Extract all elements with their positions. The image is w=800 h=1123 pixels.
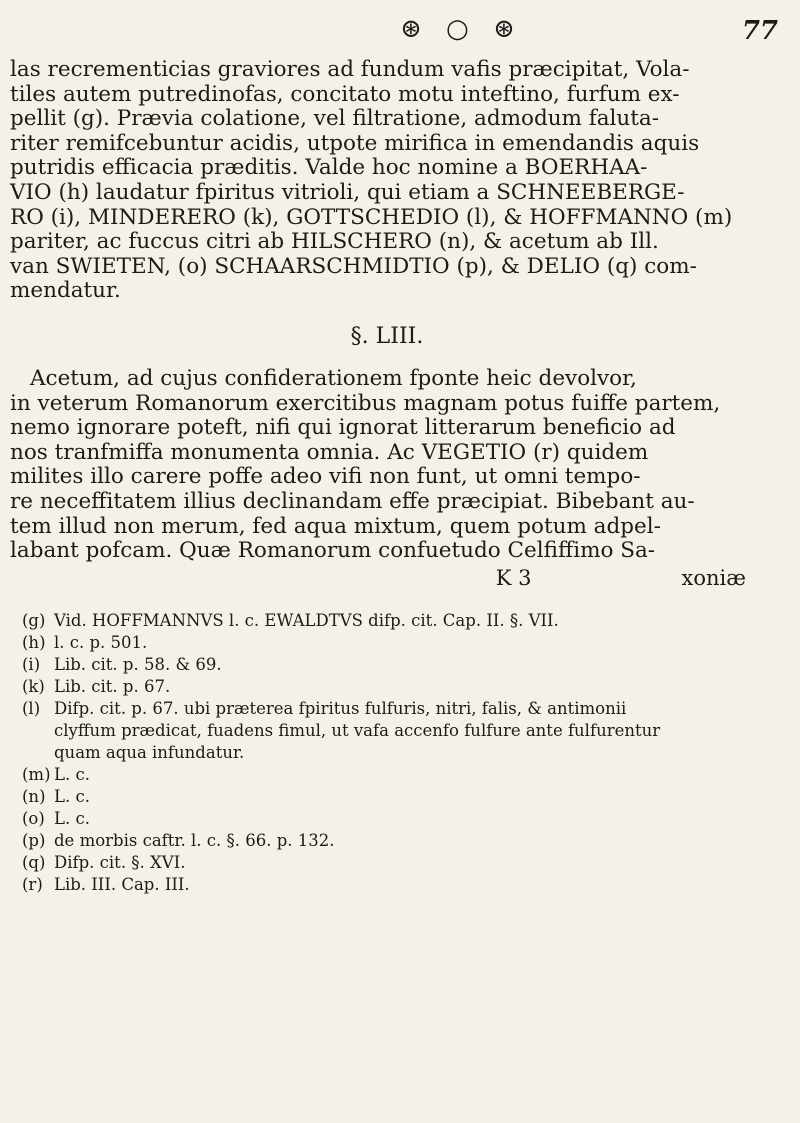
footnote-text: l. c. p. 501.: [54, 632, 148, 652]
text-line: tiles autem putredinofas, concitato motu inteftino, furfum ex-: [10, 81, 680, 107]
footnote-text: de morbis caftr. l. c. §. 66. p. 132.: [54, 830, 335, 850]
footnote: [22, 808, 764, 830]
footnote: [22, 654, 764, 676]
text-line: mendatur.: [10, 278, 121, 304]
header-ornament: ⊛ ○ ⊛: [400, 14, 523, 44]
text-line: pellit (g). Prævia colatione, vel filtratione, admodum faluta-: [10, 106, 659, 132]
text-line: RO (i), MINDERERO (k), GOTTSCHEDIO (l), & HOFFMANNO (m): [10, 204, 733, 230]
text-line: nos tranfmiffa monumenta omnia. Ac VEGETIO (r) quidem: [10, 439, 649, 465]
footnote-text: L. c.: [54, 764, 90, 784]
footnotes: [22, 610, 764, 896]
footnote-mark: (p): [22, 830, 46, 850]
footnote-mark: (h): [22, 632, 46, 652]
footnote: [22, 676, 764, 698]
footnote-mark: (l): [22, 698, 41, 718]
running-head: [232, 14, 778, 58]
footnote-mark: (m): [22, 764, 51, 784]
text-line: Acetum, ad cujus confiderationem fponte heic devolvor,: [30, 365, 637, 391]
footnote: [22, 874, 764, 896]
footnote-mark: (g): [22, 610, 46, 630]
footnote-mark: (n): [22, 786, 46, 806]
page-foot-marks: [10, 566, 764, 590]
text-line: las recrementicias graviores ad fundum vafis præcipitat, Vola-: [10, 57, 690, 82]
footnote: [22, 698, 764, 720]
text-line: tem illud non merum, fed aqua mixtum, quem potum adpel-: [10, 513, 661, 539]
footnote: [22, 610, 764, 632]
footnote: [22, 742, 764, 764]
footnote-mark: (k): [22, 676, 45, 696]
footnote-mark: [22, 720, 54, 742]
footnote-text: Difp. cit. §. XVI.: [54, 852, 186, 872]
section-heading: §. LIII.: [350, 323, 424, 349]
footnote-text: Vid. HOFFMANNVS l. c. EWALDTVS difp. cit. Cap. II. §. VII.: [54, 610, 559, 630]
footnote-mark: [22, 742, 54, 764]
text-line: van SWIETEN, (o) SCHAARSCHMIDTIO (p), & DELIO (q) com-: [10, 253, 697, 279]
footnote: [22, 720, 764, 742]
footnote-text: Difp. cit. p. 67. ubi præterea fpiritus fulfuris, nitri, falis, & antimonii: [54, 698, 627, 718]
footnote-mark: (r): [22, 874, 43, 894]
footnote-text: quam aqua infundatur.: [54, 742, 245, 762]
text-line: riter remifcebuntur acidis, utpote mirifica in emendandis aquis: [10, 130, 700, 156]
footnote: [22, 852, 764, 874]
footnote-text: clyffum prædicat, fuadens fimul, ut vafa accenfo fulfure ante fulfurentur: [54, 720, 661, 740]
footnote: [22, 830, 764, 852]
footnote-mark: (q): [22, 852, 46, 872]
footnote-text: L. c.: [54, 786, 90, 806]
footnote-mark: (i): [22, 654, 41, 674]
text-line: milites illo carere poffe adeo vifi non funt, ut omni tempo-: [10, 464, 641, 490]
signature-mark: K 3: [495, 565, 532, 590]
text-line: in veterum Romanorum exercitibus magnam potus fuiffe partem,: [10, 390, 721, 416]
paragraph-section-53: [10, 367, 764, 564]
text-line: putridis efficacia præditis. Valde hoc nomine a BOERHAA-: [10, 155, 648, 181]
page-number: 77: [741, 16, 778, 46]
footnote-text: Lib. III. Cap. III.: [54, 874, 190, 894]
footnote-text: Lib. cit. p. 58. & 69.: [54, 654, 222, 674]
footnote-mark: (o): [22, 808, 45, 828]
footnote: [22, 632, 764, 654]
main-text: [10, 58, 764, 590]
text-line: labant pofcam. Quæ Romanorum confuetudo Celfiffimo Sa-: [10, 538, 656, 564]
text-line: VIO (h) laudatur fpiritus vitrioli, qui etiam a SCHNEEBERGE-: [10, 179, 685, 205]
text-line: re neceffitatem illius declinandam effe præcipiat. Bibebant au-: [10, 488, 695, 514]
text-line: pariter, ac fuccus citri ab HILSCHERO (n), & acetum ab Ill.: [10, 229, 659, 255]
footnote-text: L. c.: [54, 808, 90, 828]
footnote: [22, 786, 764, 808]
footnote: [22, 764, 764, 786]
catchword: xoniæ: [681, 565, 746, 590]
paragraph-continuation: [10, 58, 764, 304]
footnote-text: Lib. cit. p. 67.: [54, 676, 171, 696]
text-line: nemo ignorare poteft, nifi qui ignorat litterarum beneficio ad: [10, 415, 676, 441]
